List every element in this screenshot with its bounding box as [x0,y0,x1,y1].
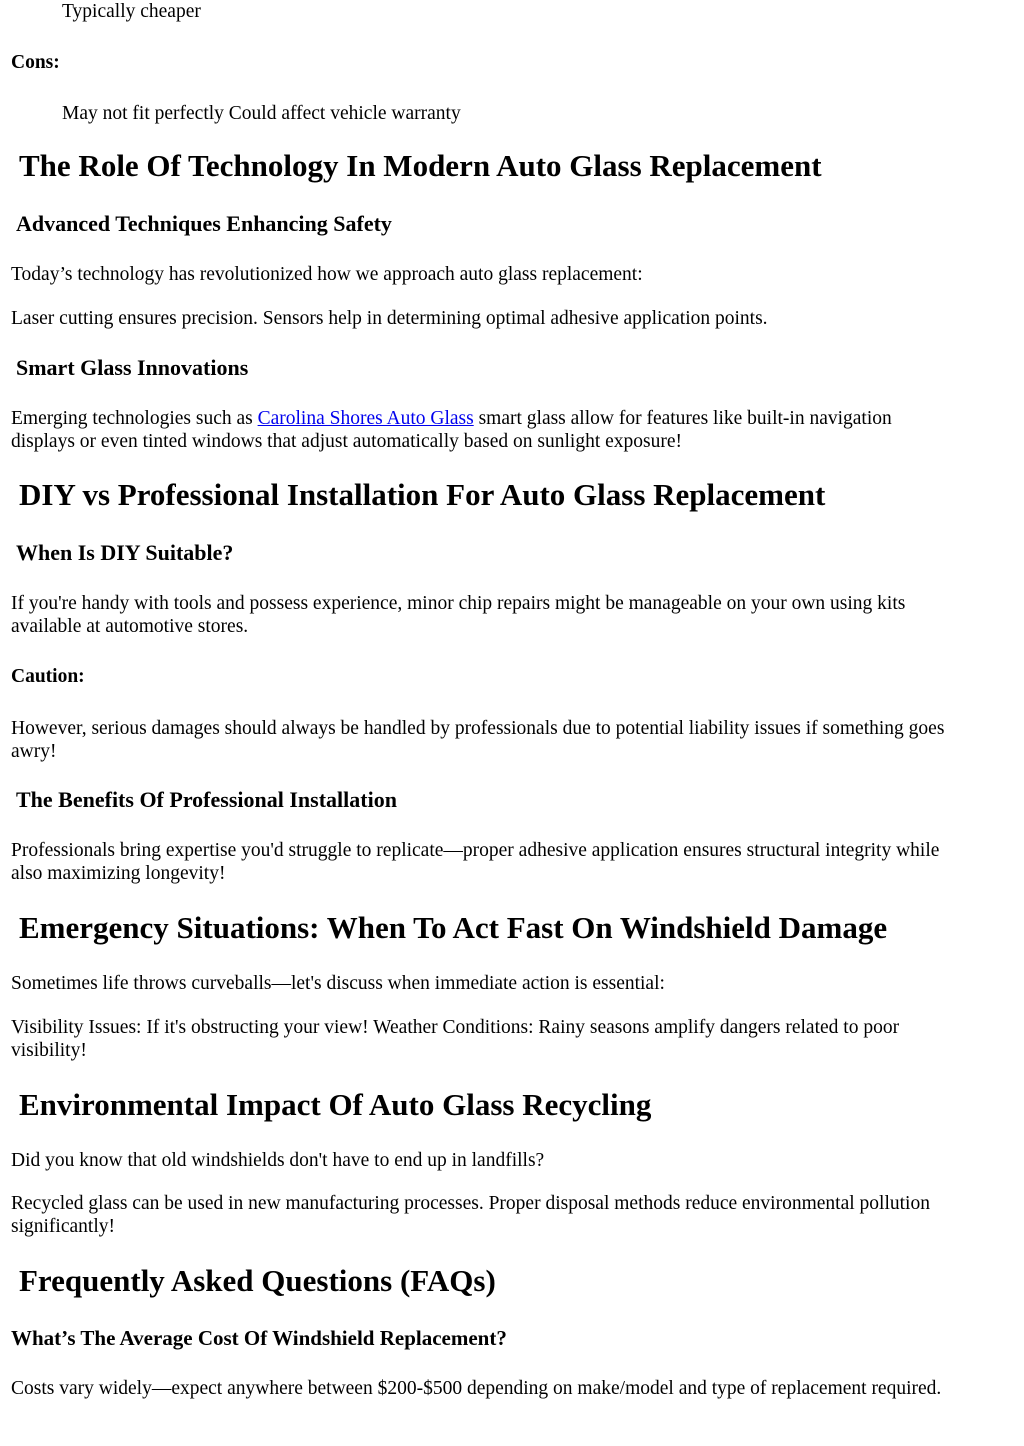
smart-glass-paragraph-line2: displays or even tinted windows that adjust automatically based on sunlight exposure! [11,431,682,452]
faq-question-cost: What’s The Average Cost Of Windshield Replacement? [11,1326,507,1350]
faq-answer-cost: Costs vary widely—expect anywhere between $200-$500 depending on make/model and type of replacement required. [11,1378,942,1399]
professional-benefits-heading: The Benefits Of Professional Installation [16,787,397,812]
advanced-techniques-intro: Today’s technology has revolutionized how we approach auto glass replacement: [11,264,643,285]
environment-intro: Did you know that old windshields don't have to end up in landfills? [11,1150,545,1171]
pros-list-item: Typically cheaper [62,1,201,22]
technology-heading: The Role Of Technology In Modern Auto Glass Replacement [19,148,822,183]
professional-benefits-line1: Professionals bring expertise you'd struggle to replicate—proper adhesive application ensures structural integrity while [11,840,940,861]
cons-list-item: May not fit perfectly Could affect vehicle warranty [62,103,461,124]
diy-heading: DIY vs Professional Installation For Auto Glass Replacement [19,477,826,512]
diy-suitable-line1: If you're handy with tools and possess experience, minor chip repairs might be manageable on your own using kits [11,593,906,614]
environment-line1: Recycled glass can be used in new manufacturing processes. Proper disposal methods reduce environmental pollution [11,1193,930,1214]
advanced-techniques-heading: Advanced Techniques Enhancing Safety [16,211,392,236]
professional-benefits-line2: also maximizing longevity! [11,863,226,884]
caution-line1: However, serious damages should always be handled by professionals due to potential liability issues if something goes [11,718,945,739]
smart-glass-text-after: smart glass allow for features like built-in navigation [473,408,892,429]
emergency-line1: Visibility Issues: If it's obstructing your view! Weather Conditions: Rainy seasons amplify dangers related to poor [11,1017,900,1038]
faq-heading: Frequently Asked Questions (FAQs) [19,1263,496,1298]
caution-label: Caution: [11,666,85,687]
environment-heading: Environmental Impact Of Auto Glass Recycling [19,1087,652,1122]
smart-glass-paragraph-line1 [11,407,892,430]
smart-glass-text-before: Emerging technologies such as [11,408,258,429]
emergency-line2: visibility! [11,1040,87,1061]
caution-line2: awry! [11,741,57,762]
emergency-heading: Emergency Situations: When To Act Fast On Windshield Damage [19,910,888,945]
cons-label: Cons: [11,52,60,73]
carolina-shores-auto-glass-link[interactable]: Carolina Shores Auto Glass [257,408,474,429]
diy-suitable-line2: available at automotive stores. [11,616,249,637]
environment-line2: significantly! [11,1216,115,1237]
emergency-intro: Sometimes life throws curveballs—let's discuss when immediate action is essential: [11,973,665,994]
advanced-techniques-body: Laser cutting ensures precision. Sensors help in determining optimal adhesive application points. [11,308,768,329]
smart-glass-heading: Smart Glass Innovations [16,355,249,380]
diy-suitable-heading: When Is DIY Suitable? [16,540,234,565]
